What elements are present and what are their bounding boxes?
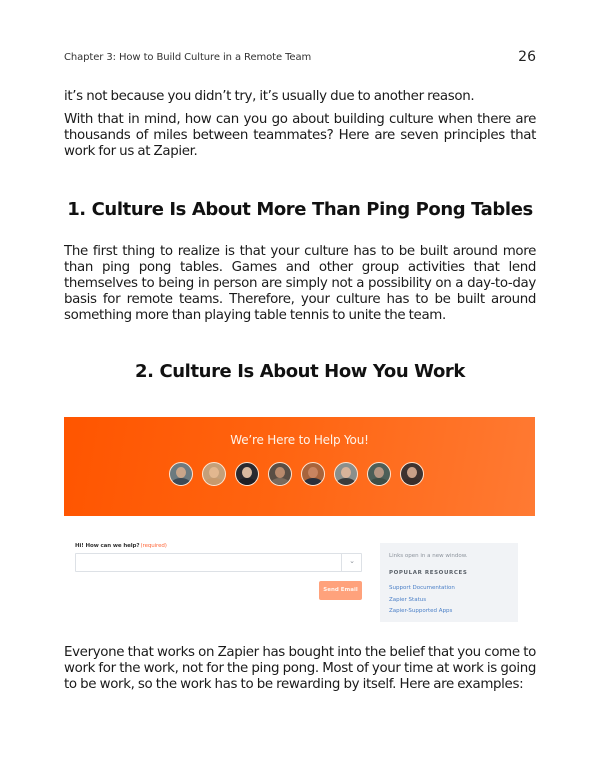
resources-note: Links open in a new window. [389, 553, 468, 559]
help-banner [64, 417, 535, 516]
section-heading-2: 2. Culture Is About How You Work [135, 361, 465, 382]
link-support-documentation[interactable]: Support Documentation [389, 585, 455, 591]
section-2-paragraph: Everyone that works on Zapier has bought into the belief that you come to work for the work, not for the ping pong. Most of your time at work is going to be work, so the work has to be rewarding by itself. Here are examples: [64, 645, 536, 692]
send-email-button[interactable]: Send Email [319, 581, 362, 600]
help-question-label: Hi! How can we help? [75, 543, 140, 549]
avatar [169, 462, 193, 486]
chapter-title: Chapter 3: How to Build Culture in a Remote Team [64, 52, 312, 63]
avatar [334, 462, 358, 486]
link-zapier-supported-apps[interactable]: Zapier-Supported Apps [389, 608, 453, 614]
avatar [268, 462, 292, 486]
select-divider [341, 554, 342, 571]
avatar [301, 462, 325, 486]
avatar [202, 462, 226, 486]
page-number: 26 [518, 49, 536, 65]
chevron-down-icon[interactable]: ⌄ [349, 557, 355, 565]
section-heading-1: 1. Culture Is About More Than Ping Pong Tables [67, 199, 533, 220]
running-header [64, 50, 536, 68]
required-tag: (required) [140, 543, 167, 549]
resources-title: POPULAR RESOURCES [389, 570, 468, 576]
banner-title: We’re Here to Help You! [230, 433, 369, 447]
avatar [235, 462, 259, 486]
paragraph-intro: With that in mind, how can you go about building culture when there are thousands of miles between teammates? Here are seven principles that work for us at Zapier. [64, 112, 536, 159]
resources-panel [380, 543, 518, 622]
avatar [400, 462, 424, 486]
help-form-label [75, 543, 167, 549]
team-avatars [169, 462, 424, 486]
help-topic-select[interactable] [75, 553, 362, 572]
paragraph-continuation: it’s not because you didn’t try, it’s usually due to another reason. [64, 89, 475, 104]
avatar [367, 462, 391, 486]
section-1-paragraph: The first thing to realize is that your culture has to be built around more than ping pong tables. Games and other group activities that lend themselves to being in person are simply not a possibility on a day-to-day basis for remote teams. Therefore, your culture has to be built around something more than playing table tennis to unite the team. [64, 244, 536, 323]
link-zapier-status[interactable]: Zapier Status [389, 596, 427, 603]
resources-links [389, 583, 455, 618]
